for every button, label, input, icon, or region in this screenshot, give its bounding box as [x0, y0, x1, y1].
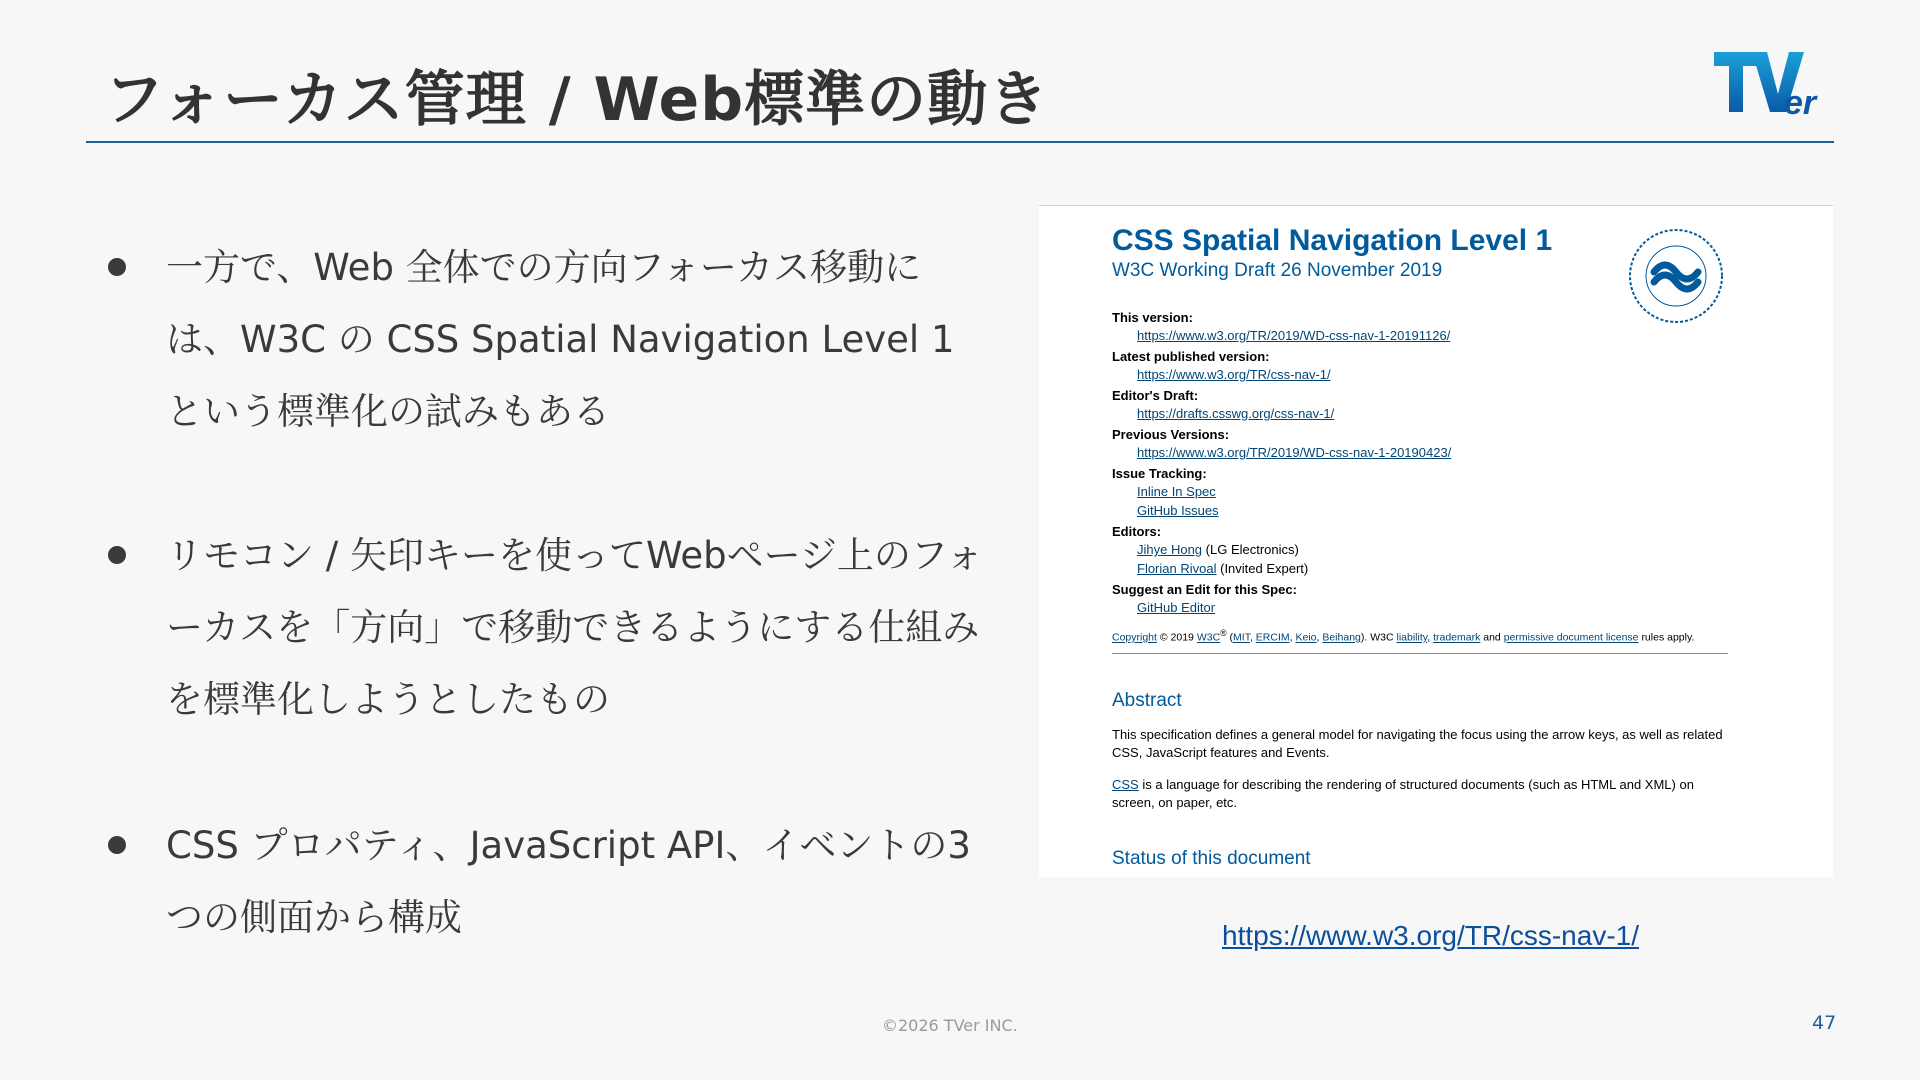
abstract-css-text: is a language for describing the rendering of structured documents (such as HTML and XML) on screen, on paper, etc.	[1112, 777, 1694, 810]
latest-version-link[interactable]: https://www.w3.org/TR/css-nav-1/	[1137, 367, 1331, 382]
page-number: 47	[1812, 1012, 1837, 1034]
svg-text:er: er	[1784, 84, 1817, 120]
abstract-paragraph: This specification defines a general model for navigating the focus using the arrow keys, as well as related CSS, JavaScript features and Events.	[1112, 727, 1723, 760]
w3c-link[interactable]: W3C	[1196, 631, 1221, 644]
copyright-year: © 2019	[1159, 631, 1194, 644]
meta-label: Suggest an Edit for this Spec:	[1112, 582, 1297, 597]
css-link[interactable]: CSS	[1112, 777, 1139, 792]
bullet-dot	[108, 258, 126, 276]
bullet-item	[104, 520, 994, 736]
spec-url-link[interactable]: https://www.w3.org/TR/css-nav-1/	[1222, 920, 1640, 951]
meta-label: Editors:	[1112, 524, 1162, 539]
bullet-text: 一方で、Web 全体での方向フォーカス移動には、W3C の CSS Spatial Navigation Level 1 という標準化の試みもある	[166, 246, 955, 433]
spec-screenshot	[1039, 205, 1833, 877]
meta-label: Latest published version:	[1112, 349, 1270, 364]
beihang-link[interactable]: Beihang	[1322, 631, 1361, 644]
meta-label: Issue Tracking:	[1112, 466, 1207, 481]
status-heading: Status of this document	[1112, 848, 1311, 869]
tver-logo	[1712, 48, 1832, 120]
bullet-dot	[108, 836, 126, 854]
editor-link[interactable]: Florian Rivoal	[1137, 561, 1217, 576]
meta-label: This version:	[1112, 310, 1193, 325]
editors-draft-link[interactable]: https://drafts.csswg.org/css-nav-1/	[1137, 406, 1335, 421]
bullet-dot	[108, 546, 126, 564]
spec-divider	[1112, 653, 1728, 654]
spec-subtitle: W3C Working Draft 26 November 2019	[1112, 260, 1443, 281]
editor-affiliation: (LG Electronics)	[1205, 542, 1299, 557]
copyright-tail: rules apply.	[1641, 631, 1695, 644]
spec-metadata	[1112, 306, 1752, 617]
github-issues-link[interactable]: GitHub Issues	[1137, 503, 1219, 518]
copyright-line: Copyright © 2019 W3C® (MIT, ERCIM, Keio, Beihang). W3C liability, trademark and permissive document license rules apply.	[1112, 628, 1695, 644]
title-divider	[86, 141, 1834, 143]
page-title: フォーカス管理 / Web標準の動き	[104, 65, 1050, 135]
bullet-text: CSS プロパティ、JavaScript API、イベントの3つの側面から構成	[166, 824, 971, 939]
copyright-mid: ). W3C	[1360, 631, 1394, 644]
trademark-link[interactable]: trademark	[1433, 631, 1481, 644]
spec-title: CSS Spatial Navigation Level 1	[1112, 224, 1553, 257]
previous-version-link[interactable]: https://www.w3.org/TR/2019/WD-css-nav-1-20190423/	[1137, 445, 1452, 460]
license-link[interactable]: permissive document license	[1503, 631, 1639, 644]
copyright-link[interactable]: Copyright	[1112, 631, 1157, 644]
keio-link[interactable]: Keio	[1295, 631, 1317, 644]
copyright-and: and	[1483, 631, 1501, 644]
abstract-paragraph-css	[1112, 776, 1732, 812]
inline-spec-link[interactable]: Inline In Spec	[1137, 484, 1216, 499]
bullet-item	[104, 232, 994, 448]
github-editor-link[interactable]: GitHub Editor	[1137, 600, 1216, 615]
meta-label: Previous Versions:	[1112, 427, 1230, 442]
mit-link[interactable]: MIT	[1233, 631, 1250, 644]
this-version-link[interactable]: https://www.w3.org/TR/2019/WD-css-nav-1-20191126/	[1137, 328, 1451, 343]
registered-mark: ®	[1220, 628, 1227, 638]
meta-label: Editor's Draft:	[1112, 388, 1199, 403]
editor-affiliation: (Invited Expert)	[1220, 561, 1309, 576]
abstract-heading: Abstract	[1112, 690, 1182, 711]
editor-link[interactable]: Jihye Hong	[1137, 542, 1203, 557]
bullet-item	[104, 810, 994, 954]
bullet-text: リモコン / 矢印キーを使ってWebページ上のフォーカスを「方向」で移動できるようにする仕組みを標準化しようとしたもの	[166, 534, 984, 721]
liability-link[interactable]: liability	[1396, 631, 1428, 644]
ercim-link[interactable]: ERCIM	[1255, 631, 1290, 644]
footer-copyright: ©2026 TVer INC.	[882, 1016, 1018, 1035]
